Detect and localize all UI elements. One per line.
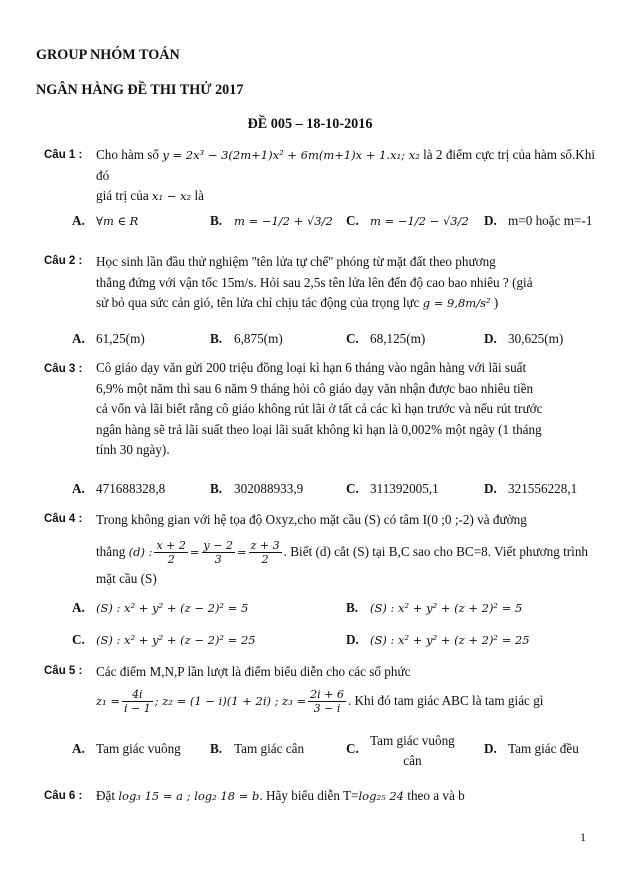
question-2-label: Câu 2 :: [44, 255, 83, 267]
q5-option-c-text: Tam giác vuông cân: [370, 733, 455, 768]
q2-line-3: sử bỏ qua sức cản gió, tên lửa chỉ chịu tác động của trọng lực: [96, 295, 420, 310]
page-number: 1: [580, 830, 586, 844]
q1-formula: y = 2x³ − 3(2m+1)x² + 6m(m+1)x + 1.x₁; x₂: [162, 148, 420, 162]
q4-frac-z: $\frac{z + 3}{2}$: [250, 538, 280, 566]
q2-line-1: Học sinh lần đầu thử nghiệm ''tên lửa tự chế'' phóng từ mặt đất theo phương: [96, 254, 496, 269]
q4-option-a: A. (S) : x² + y² + (z − 2)² = 5: [72, 600, 249, 615]
q4-option-c: C. (S) : x² + y² + (z − 2)² = 25: [72, 632, 256, 647]
q4-line-1: Trong không gian với hệ tọa độ Oxyz,cho mặt cầu (S) có tâm I(0 ;0 ;-2) và đường: [96, 512, 527, 527]
q5-line-1: Các điểm M,N,P lần lượt là điểm biểu diễn cho các số phức: [96, 664, 411, 679]
q4-line-3: mặt cầu (S): [96, 570, 157, 586]
q4-option-d: D. (S) : x² + y² + (z + 2)² = 25: [346, 632, 530, 647]
question-4-text: Trong không gian với hệ tọa độ Oxyz,cho mặt cầu (S) có tâm I(0 ;0 ;-2) và đường thẳng (d) : $\frac{x + 2}{2}$ = $\frac{y - 2}{3}$ = $\frac{z + 3}{2}$ . Biết (d) cắt (S) tại B,C sao cho BC=8. Viết phương trình mặt cầu (S): [96, 510, 596, 589]
question-6-text: Đặt log₃ 15 = a ; log₂ 18 = b. Hãy biểu diễn T=log₂₅ 24 theo a và b: [96, 788, 465, 803]
q4-option-b: B. (S) : x² + y² + (z + 2)² = 5: [346, 600, 523, 615]
question-1-text: [96, 145, 596, 207]
q1-line2-formula: x₁ − x₂: [152, 189, 192, 203]
q3-line-5: tính 30 ngày).: [96, 442, 170, 457]
bank-header: NGÂN HÀNG ĐỀ THI THỬ 2017: [36, 82, 244, 98]
q4-frac-x: $\frac{x + 2}{2}$: [156, 538, 186, 566]
question-4-label: Câu 4 :: [44, 513, 83, 525]
q1-pre: Cho hàm số: [96, 147, 160, 162]
question-5-text: Các điểm M,N,P lần lượt là điểm biểu diễn cho các số phức z₁ = $\frac{4i}{i - 1}$ ; z₂ = (1 − i)(1 + 2i) ; z₃ = $\frac{2i + 6}{3 - i}$ . Khi đó tam giác ABC là tam giác gì: [96, 662, 596, 717]
q3-option-c: C. 311392005,1: [346, 481, 439, 496]
q3-option-a: A. 471688328,8: [72, 481, 166, 496]
q2-line-2: thẳng đứng với vận tốc 15m/s. Hỏi sau 2,5s tên lửa lên đến độ cao bao nhiêu ? (giả: [96, 274, 533, 290]
q5-option-a: A. Tam giác vuông: [72, 741, 181, 756]
question-5-label: Câu 5 :: [44, 665, 83, 677]
q1-option-c: C. m = −1/2 − √3/2: [346, 213, 469, 228]
q3-line-2: 6,9% một năm thì sau 6 năm 9 tháng hỏi cô giáo dạy văn nhận được bao nhiêu tiền: [96, 380, 534, 396]
q3-option-d: D. 321556228,1: [484, 481, 578, 496]
q2-option-d: D. 30,625(m): [484, 331, 564, 346]
q6-target-formula: log₂₅ 24: [358, 789, 404, 803]
q2-option-a: A. 61,25(m): [72, 331, 145, 346]
question-2-text: Học sinh lần đầu thử nghiệm ''tên lửa tự chế'' phóng từ mặt đất theo phương thẳng đứng với vận tốc 15m/s. Hỏi sau 2,5s tên lửa lên đến độ cao bao nhiêu ? (giả sử bỏ qua sức cản gió, tên lửa chỉ chịu tác động của trọng lực g = 9,8m/s² ): [96, 252, 596, 314]
q1-post: là 2 điểm cực trị của hàm số.Khi đó: [96, 147, 596, 183]
q1-option-b: B. m = −1/2 + √3/2: [210, 213, 333, 228]
exam-title: ĐỀ 005 – 18-10-2016: [247, 116, 373, 132]
q1-option-d: D. m=0 hoặc m=-1: [484, 213, 593, 228]
q2-gravity-formula: g = 9,8m/s²: [422, 296, 491, 310]
q5-z1-frac: $\frac{4i}{i - 1}$: [123, 687, 151, 715]
q6-log-formula: log₃ 15 = a ; log₂ 18 = b: [118, 789, 260, 803]
q3-option-b: B. 302088933,9: [210, 481, 304, 496]
q3-line-3: cả vốn và lãi biết rằng cô giáo không rút lãi ở tất cả các kì hạn trước và nếu rút trước: [96, 401, 543, 416]
question-3-text: [96, 358, 606, 461]
question-3-label: Câu 3 :: [44, 363, 83, 375]
q5-option-b: B. Tam giác cân: [210, 741, 305, 756]
q5-option-d: D. Tam giác đều: [484, 741, 579, 756]
q5-option-c: C.: [346, 741, 359, 756]
q2-option-b: B. 6,875(m): [210, 331, 283, 346]
q4-frac-y: $\frac{y - 2}{3}$: [203, 538, 233, 566]
q1-line2-pre: giá trị của: [96, 188, 149, 203]
group-header: GROUP NHÓM TOÁN: [36, 47, 180, 63]
q1-line2-post: là: [194, 188, 204, 203]
q3-line-4: ngân hàng sẽ trả lãi suất theo loại lãi suất không kì hạn là 0,002% một ngày (1 tháng: [96, 421, 542, 437]
q3-line-1: Cô giáo dạy văn gửi 200 triệu đồng loại kì hạn 6 tháng vào ngân hàng với lãi suất: [96, 360, 527, 375]
q2-option-c: C. 68,125(m): [346, 331, 426, 346]
q4-line-name: (d) :: [128, 544, 153, 559]
q1-option-a: A. ∀m ∈ R: [72, 213, 139, 228]
question-1-label: Câu 1 :: [44, 149, 83, 161]
question-6-label: Câu 6 :: [44, 790, 83, 802]
q5-z3-frac: $\frac{2i + 6}{3 - i}$: [310, 687, 344, 715]
